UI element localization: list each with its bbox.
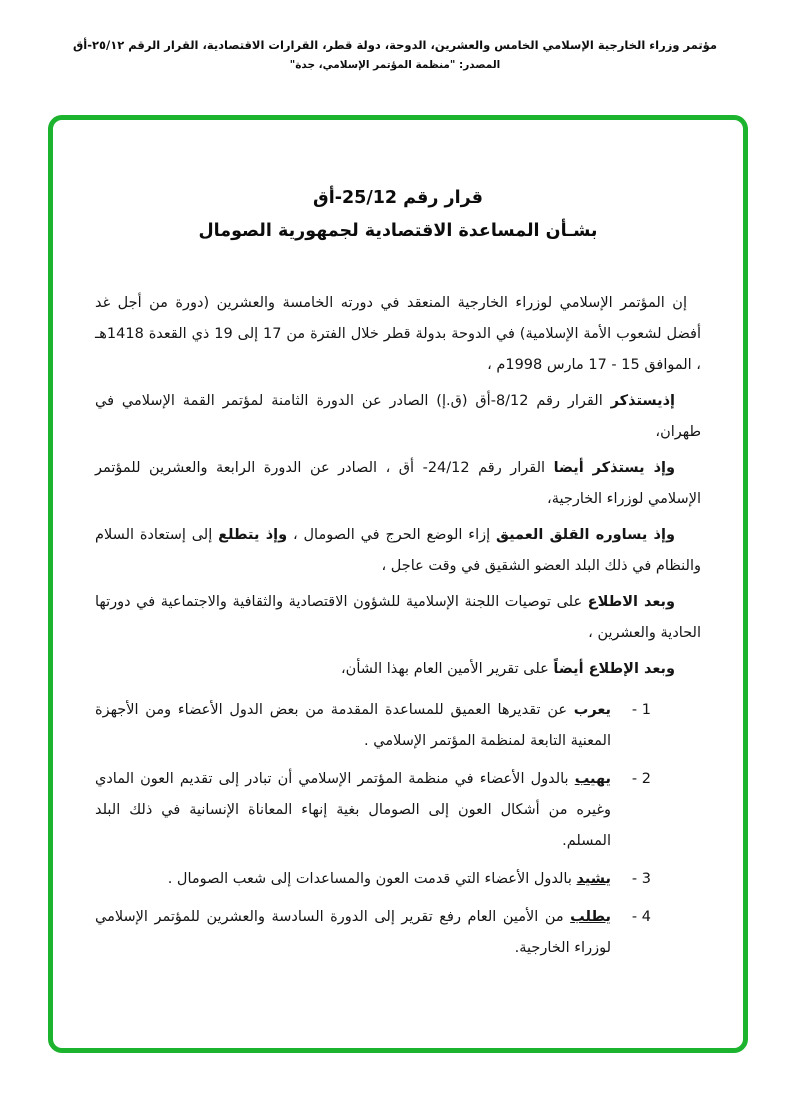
lead-word: إذيستذكر	[610, 393, 675, 409]
list-item	[95, 864, 701, 895]
document-body	[95, 168, 701, 971]
item-marker: 3 -	[631, 871, 651, 887]
paragraph-text: على توصيات اللجنة الإسلامية للشؤون الاقتصادية والثقافية والاجتماعية في دورتها الحادية والعشرين ،	[95, 594, 701, 641]
paragraph	[95, 453, 701, 515]
lead-word: يشيد	[576, 871, 611, 887]
paragraph-text: إن المؤتمر الإسلامي لوزراء الخارجية المنعقد في دورته الخامسة والعشرين (دورة من أجل غد أفضل لشعوب الأمة الإسلامية) في الدوحة بدولة قطر خلال الفترة من 17 إلى 19 ذي القعدة 1418هـ ، الموافق 15 - 17 مارس 1998م ،	[95, 295, 701, 373]
lead-word: وبعد الاطلاع	[587, 594, 676, 610]
item-marker: 4 -	[631, 909, 651, 925]
item-text	[95, 695, 611, 757]
paragraph	[95, 520, 701, 582]
list-item	[95, 764, 701, 857]
item-text	[95, 864, 611, 895]
paragraph-text: على تقرير الأمين العام بهذا الشأن،	[340, 661, 554, 677]
paragraph-text: إلى إستعادة السلام والنظام في ذلك البلد العضو الشقيق في وقت عاجل ،	[95, 527, 701, 574]
lead-word: وإذ يستذكر أيضا	[553, 460, 675, 476]
lead-word: يهيب	[574, 771, 611, 787]
title-line-2: بشـأن المساعدة الاقتصادية لجمهورية الصومال	[198, 221, 598, 241]
paragraph-text: عن تقديرها العميق للمساعدة المقدمة من بعض الدول الأعضاء ومن الأجهزة المعنية التابعة لمنظمة المؤتمر الإسلامي .	[95, 702, 611, 749]
numbered-list	[95, 695, 701, 964]
lead-word: وإذ يتطلع	[218, 527, 288, 543]
paragraph	[95, 386, 701, 448]
paragraphs	[95, 288, 701, 685]
paragraph-text: القرار رقم 24/12- أق ، الصادر عن الدورة الرابعة والعشرين للمؤتمر الإسلامي لوزراء الخارجية،	[95, 460, 701, 507]
paragraph	[95, 654, 701, 685]
paragraph-text: إزاء الوضع الحرج في الصومال ،	[287, 527, 496, 543]
paragraph	[95, 288, 701, 381]
item-marker: 2 -	[631, 771, 651, 787]
paragraph-text: القرار رقم 8/12-أق (ق.إ) الصادر عن الدورة الثامنة لمؤتمر القمة الإسلامي في طهران،	[95, 393, 701, 440]
paragraph-text: من الأمين العام رفع تقرير إلى الدورة السادسة والعشرين للمؤتمر الإسلامي لوزراء الخارجية.	[95, 909, 611, 956]
item-text	[95, 764, 611, 857]
paragraph-text: بالدول الأعضاء التي قدمت العون والمساعدات إلى شعب الصومال .	[167, 871, 577, 887]
item-text	[95, 902, 611, 964]
list-item	[95, 902, 701, 964]
lead-word: وإذ يساوره القلق العميق	[496, 527, 675, 543]
lead-word: يطلب	[570, 909, 611, 925]
source-line: المصدر: "منظمة المؤتمر الإسلامي، جدة"	[289, 59, 501, 71]
paragraph	[95, 587, 701, 649]
list-item	[95, 695, 701, 757]
item-marker: 1 -	[631, 702, 651, 718]
lead-word: وبعد الإطلاع أيضاً	[553, 661, 675, 677]
document-title	[95, 182, 701, 248]
page-header	[0, 38, 790, 71]
header-caption: مؤتمر وزراء الخارجية الإسلامي الخامس والعشرين، الدوحة، دولة قطر، القرارات الاقتصادية، القرار الرقم ٢٥/١٢-أق	[72, 38, 717, 52]
paragraph-text: بالدول الأعضاء في منظمة المؤتمر الإسلامي أن تبادر إلى تقديم العون المادي وغيره من أشكال العون إلى الصومال بغية إنهاء المعاناة الإنسانية في ذلك البلد المسلم.	[95, 771, 611, 849]
lead-word: يعرب	[573, 702, 611, 718]
title-line-1: قرار رقم 25/12-أق	[313, 188, 483, 208]
